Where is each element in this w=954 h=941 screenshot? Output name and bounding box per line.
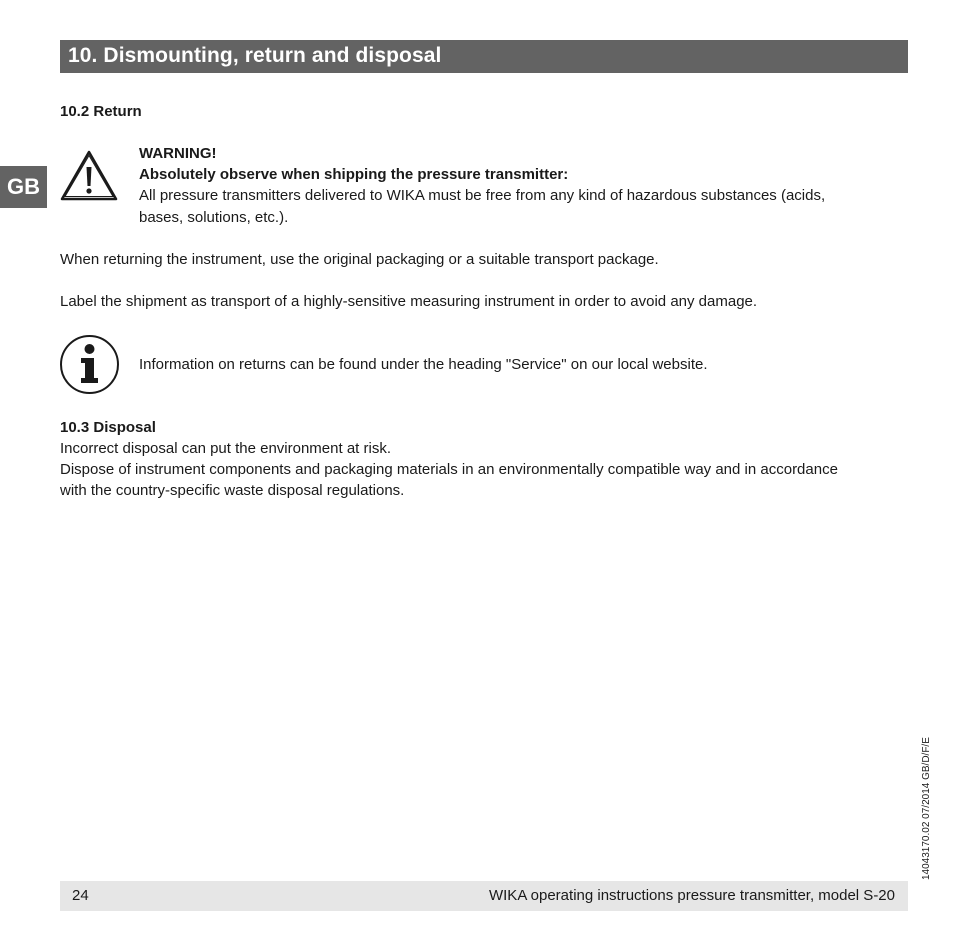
return-paragraph-1: When returning the instrument, use the original packaging or a suitable transport package. <box>60 251 659 268</box>
language-tab: GB <box>0 166 47 208</box>
footer <box>60 881 908 911</box>
return-paragraph-2: Label the shipment as transport of a highly-sensitive measuring instrument in order to avoid any damage. <box>60 293 758 310</box>
disposal-line-3: with the country-specific waste disposal regulations. <box>60 482 405 499</box>
disposal-heading: 10.3 Disposal <box>60 419 156 436</box>
disposal-line-2: Dispose of instrument components and packaging materials in an environmentally compatible way and in accordance <box>60 461 838 478</box>
footer-title: WIKA operating instructions pressure transmitter, model S-20 <box>488 887 895 904</box>
return-heading: 10.2 Return <box>60 103 142 120</box>
warning-label: WARNING! <box>139 145 217 162</box>
page-number: 24 <box>72 887 89 904</box>
info-icon <box>59 334 120 395</box>
warning-headline: Absolutely observe when shipping the pressure transmitter: <box>139 166 569 183</box>
warning-text-line-2: bases, solutions, etc.). <box>139 209 289 226</box>
section-header <box>60 40 908 73</box>
info-text: Information on returns can be found under the heading "Service" on our local website. <box>139 356 708 373</box>
disposal-line-1: Incorrect disposal can put the environment at risk. <box>60 440 391 457</box>
warning-text-line-1: All pressure transmitters delivered to WIKA must be free from any kind of hazardous substances (acids, <box>139 187 826 204</box>
document-code: 14043170.02 07/2014 GB/D/F/E <box>921 737 932 880</box>
warning-triangle-icon <box>59 149 119 203</box>
section-title: 10. Dismounting, return and disposal <box>68 44 442 67</box>
